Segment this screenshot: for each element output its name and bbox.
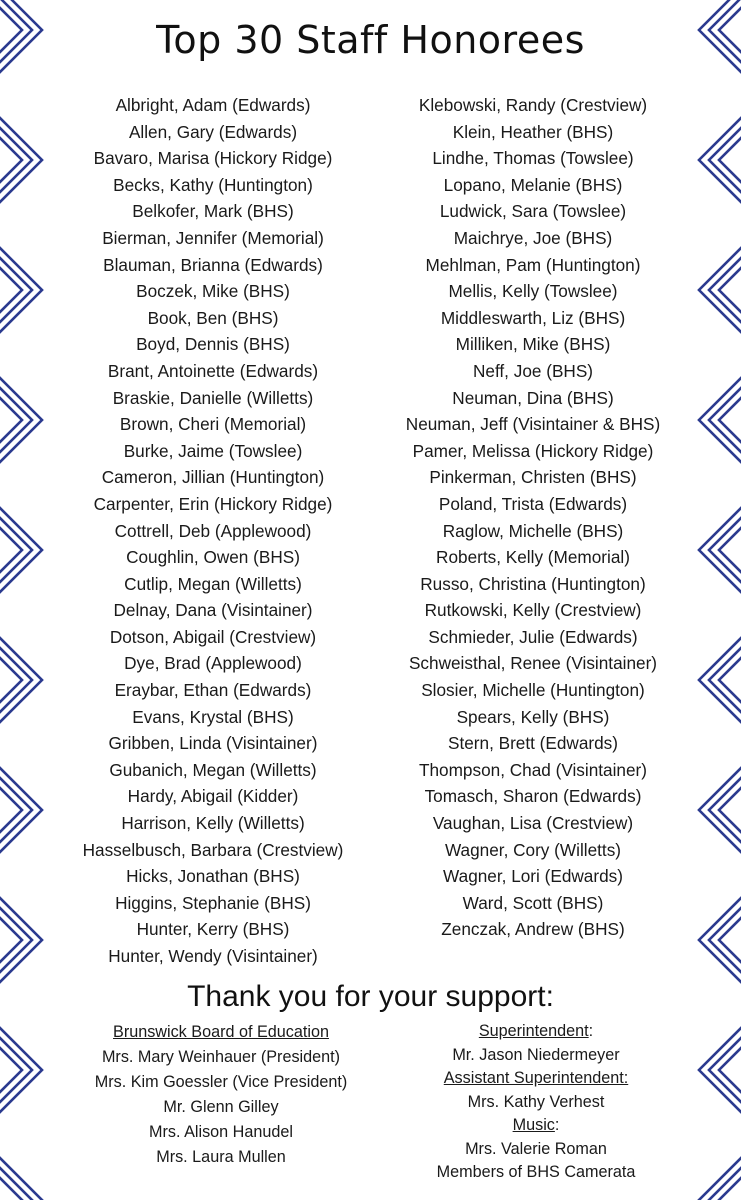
chevron-stroke bbox=[709, 386, 741, 454]
honoree-name: Vaughan, Lisa (Crestview) bbox=[432, 813, 634, 834]
chevron-stroke bbox=[0, 526, 22, 574]
chevron-stroke bbox=[0, 516, 32, 584]
honoree-name: Lindhe, Thomas (Towslee) bbox=[432, 148, 634, 169]
board-credits bbox=[56, 1020, 386, 1170]
chevron-stroke bbox=[0, 1046, 22, 1094]
chevron-stroke bbox=[0, 126, 32, 194]
music-heading: Music bbox=[512, 1116, 555, 1134]
honoree-name: Klebowski, Randy (Crestview) bbox=[418, 95, 648, 115]
honoree-name: Blauman, Brianna (Edwards) bbox=[103, 254, 323, 275]
admin-credits bbox=[395, 1020, 677, 1185]
chevron-stroke bbox=[0, 256, 32, 324]
chevron-stroke bbox=[0, 1036, 32, 1104]
honoree-name: Tomasch, Sharon (Edwards) bbox=[424, 786, 642, 807]
honoree-name: Thompson, Chad (Visintainer) bbox=[418, 759, 647, 780]
honoree-name: Schweisthal, Renee (Visintainer) bbox=[408, 653, 658, 674]
honoree-name: Maichrye, Joe (BHS) bbox=[453, 227, 613, 248]
board-heading: Brunswick Board of Education bbox=[113, 1023, 329, 1041]
honoree-name: Poland, Trista (Edwards) bbox=[438, 493, 628, 514]
chevron-stroke bbox=[0, 916, 22, 964]
chevron-stroke bbox=[719, 656, 741, 704]
chevron-stroke bbox=[709, 646, 741, 714]
honorees-left-column bbox=[52, 92, 374, 970]
honoree-name: Neuman, Jeff (Visintainer & BHS) bbox=[405, 414, 661, 435]
honoree-name: Albright, Adam (Edwards) bbox=[115, 95, 311, 115]
honoree-name: Ward, Scott (BHS) bbox=[462, 892, 604, 913]
honoree-name: Bierman, Jennifer (Memorial) bbox=[102, 227, 324, 248]
board-member: Mrs. Alison Hanudel bbox=[149, 1123, 293, 1141]
honoree-name: Hasselbusch, Barbara (Crestview) bbox=[82, 839, 344, 860]
chevron-stroke bbox=[709, 906, 741, 974]
chevron-stroke bbox=[0, 396, 22, 444]
honoree-name: Higgins, Stephanie (BHS) bbox=[115, 892, 311, 913]
superintendent-heading-line bbox=[395, 1020, 677, 1044]
chevron-stroke bbox=[699, 1156, 741, 1200]
honoree-name: Klein, Heather (BHS) bbox=[452, 121, 614, 142]
chevron-stroke bbox=[719, 916, 741, 964]
honoree-name: Ludwick, Sara (Towslee) bbox=[439, 201, 627, 222]
honoree-name: Pinkerman, Christen (BHS) bbox=[429, 467, 637, 488]
honoree-name: Zenczak, Andrew (BHS) bbox=[441, 919, 625, 940]
chevron-stroke bbox=[719, 526, 741, 574]
honoree-name: Bavaro, Marisa (Hickory Ridge) bbox=[93, 148, 333, 169]
chevron-stroke bbox=[0, 266, 22, 314]
music-colon: : bbox=[554, 1116, 560, 1134]
chevron-stroke bbox=[0, 386, 32, 454]
honoree-name: Hicks, Jonathan (BHS) bbox=[126, 866, 300, 887]
honoree-name: Carpenter, Erin (Hickory Ridge) bbox=[93, 493, 333, 514]
thanks-heading: Thank you for your support: bbox=[187, 980, 554, 1013]
superintendent-name: Mr. Jason Niedermeyer bbox=[452, 1045, 620, 1064]
honoree-name: Mellis, Kelly (Towslee) bbox=[448, 281, 618, 302]
honoree-name: Cottrell, Deb (Applewood) bbox=[114, 520, 312, 541]
chevron-stroke bbox=[709, 256, 741, 324]
honoree-name: Coughlin, Owen (BHS) bbox=[126, 547, 300, 568]
honoree-name: Rutkowski, Kelly (Crestview) bbox=[424, 600, 642, 621]
honoree-name: Cameron, Jillian (Huntington) bbox=[101, 467, 325, 488]
honoree-name: Boczek, Mike (BHS) bbox=[136, 281, 290, 302]
honoree-name: Cutlip, Megan (Willetts) bbox=[124, 573, 302, 594]
honoree-name: Dotson, Abigail (Crestview) bbox=[109, 626, 317, 647]
honoree-name: Harrison, Kelly (Willetts) bbox=[121, 813, 305, 834]
honoree-name: Roberts, Kelly (Memorial) bbox=[436, 547, 630, 568]
chevron-stroke bbox=[719, 396, 741, 444]
honoree-name: Braskie, Danielle (Willetts) bbox=[112, 387, 314, 408]
honoree-name: Raglow, Michelle (BHS) bbox=[442, 520, 624, 541]
honoree-name: Belkofer, Mark (BHS) bbox=[132, 201, 294, 222]
honoree-name: Spears, Kelly (BHS) bbox=[456, 706, 610, 727]
chevron-stroke bbox=[0, 1156, 42, 1200]
music-heading-line bbox=[395, 1114, 677, 1138]
honoree-name: Milliken, Mike (BHS) bbox=[455, 334, 611, 355]
honoree-name: Wagner, Cory (Willetts) bbox=[444, 839, 622, 860]
chevron-stroke bbox=[0, 646, 32, 714]
honoree-name: Burke, Jaime (Towslee) bbox=[123, 440, 303, 461]
honoree-name: Eraybar, Ethan (Edwards) bbox=[114, 680, 312, 701]
chevron-stroke bbox=[719, 266, 741, 314]
chevron-stroke bbox=[709, 776, 741, 844]
chevron-stroke bbox=[0, 656, 22, 704]
honoree-name: Brant, Antoinette (Edwards) bbox=[107, 360, 319, 381]
honoree-name: Stern, Brett (Edwards) bbox=[447, 733, 619, 754]
chevron-stroke bbox=[709, 516, 741, 584]
board-member: Mrs. Kim Goessler (Vice President) bbox=[94, 1073, 348, 1091]
chevron-border-right bbox=[695, 0, 741, 1200]
honoree-name: Middleswarth, Liz (BHS) bbox=[440, 307, 626, 328]
board-member: Mrs. Mary Weinhauer (President) bbox=[101, 1048, 341, 1066]
honoree-name: Mehlman, Pam (Huntington) bbox=[425, 254, 641, 275]
board-member: Mrs. Laura Mullen bbox=[156, 1148, 286, 1166]
chevron-stroke bbox=[709, 126, 741, 194]
honoree-name: Neff, Joe (BHS) bbox=[472, 360, 594, 381]
honoree-name: Slosier, Michelle (Huntington) bbox=[421, 680, 645, 701]
honoree-name: Gribben, Linda (Visintainer) bbox=[108, 733, 318, 754]
chevron-stroke bbox=[0, 786, 22, 834]
chevron-border-left bbox=[0, 0, 46, 1200]
chevron-stroke bbox=[719, 136, 741, 184]
board-member: Mr. Glenn Gilley bbox=[163, 1098, 279, 1116]
honoree-name: Pamer, Melissa (Hickory Ridge) bbox=[412, 440, 654, 461]
honoree-name: Russo, Christina (Huntington) bbox=[420, 573, 646, 594]
honoree-name: Lopano, Melanie (BHS) bbox=[443, 174, 623, 195]
honoree-name: Dye, Brad (Applewood) bbox=[124, 653, 302, 674]
music-name: Mrs. Valerie Roman bbox=[465, 1139, 607, 1158]
chevron-stroke bbox=[719, 786, 741, 834]
chevron-stroke bbox=[0, 776, 32, 844]
chevron-stroke bbox=[0, 906, 32, 974]
honoree-name: Hunter, Kerry (BHS) bbox=[136, 919, 290, 940]
honoree-name: Allen, Gary (Edwards) bbox=[128, 121, 298, 142]
superintendent-colon: : bbox=[588, 1022, 594, 1040]
music-name: Members of BHS Camerata bbox=[436, 1163, 636, 1181]
chevron-stroke bbox=[709, 1036, 741, 1104]
chevron-stroke bbox=[719, 1046, 741, 1094]
honoree-name: Hunter, Wendy (Visintainer) bbox=[108, 946, 318, 966]
assistant-superintendent-name: Mrs. Kathy Verhest bbox=[467, 1092, 605, 1111]
honoree-name: Delnay, Dana (Visintainer) bbox=[113, 600, 313, 621]
honoree-name: Becks, Kathy (Huntington) bbox=[113, 174, 313, 195]
assistant-superintendent-heading: Assistant Superintendent: bbox=[443, 1069, 629, 1087]
honoree-name: Brown, Cheri (Memorial) bbox=[119, 414, 307, 435]
honoree-name: Book, Ben (BHS) bbox=[147, 307, 279, 328]
honorees-right-column bbox=[378, 92, 688, 943]
honoree-name: Neuman, Dina (BHS) bbox=[452, 387, 614, 408]
honoree-name: Wagner, Lori (Edwards) bbox=[443, 866, 623, 887]
superintendent-heading: Superintendent bbox=[478, 1022, 589, 1040]
page-title: Top 30 Staff Honorees bbox=[156, 18, 585, 62]
honoree-name: Boyd, Dennis (BHS) bbox=[136, 334, 290, 355]
honoree-name: Hardy, Abigail (Kidder) bbox=[127, 786, 299, 807]
honoree-name: Schmieder, Julie (Edwards) bbox=[428, 626, 638, 647]
honoree-name: Evans, Krystal (BHS) bbox=[132, 706, 294, 727]
honoree-name: Gubanich, Megan (Willetts) bbox=[109, 759, 317, 780]
chevron-stroke bbox=[0, 136, 22, 184]
